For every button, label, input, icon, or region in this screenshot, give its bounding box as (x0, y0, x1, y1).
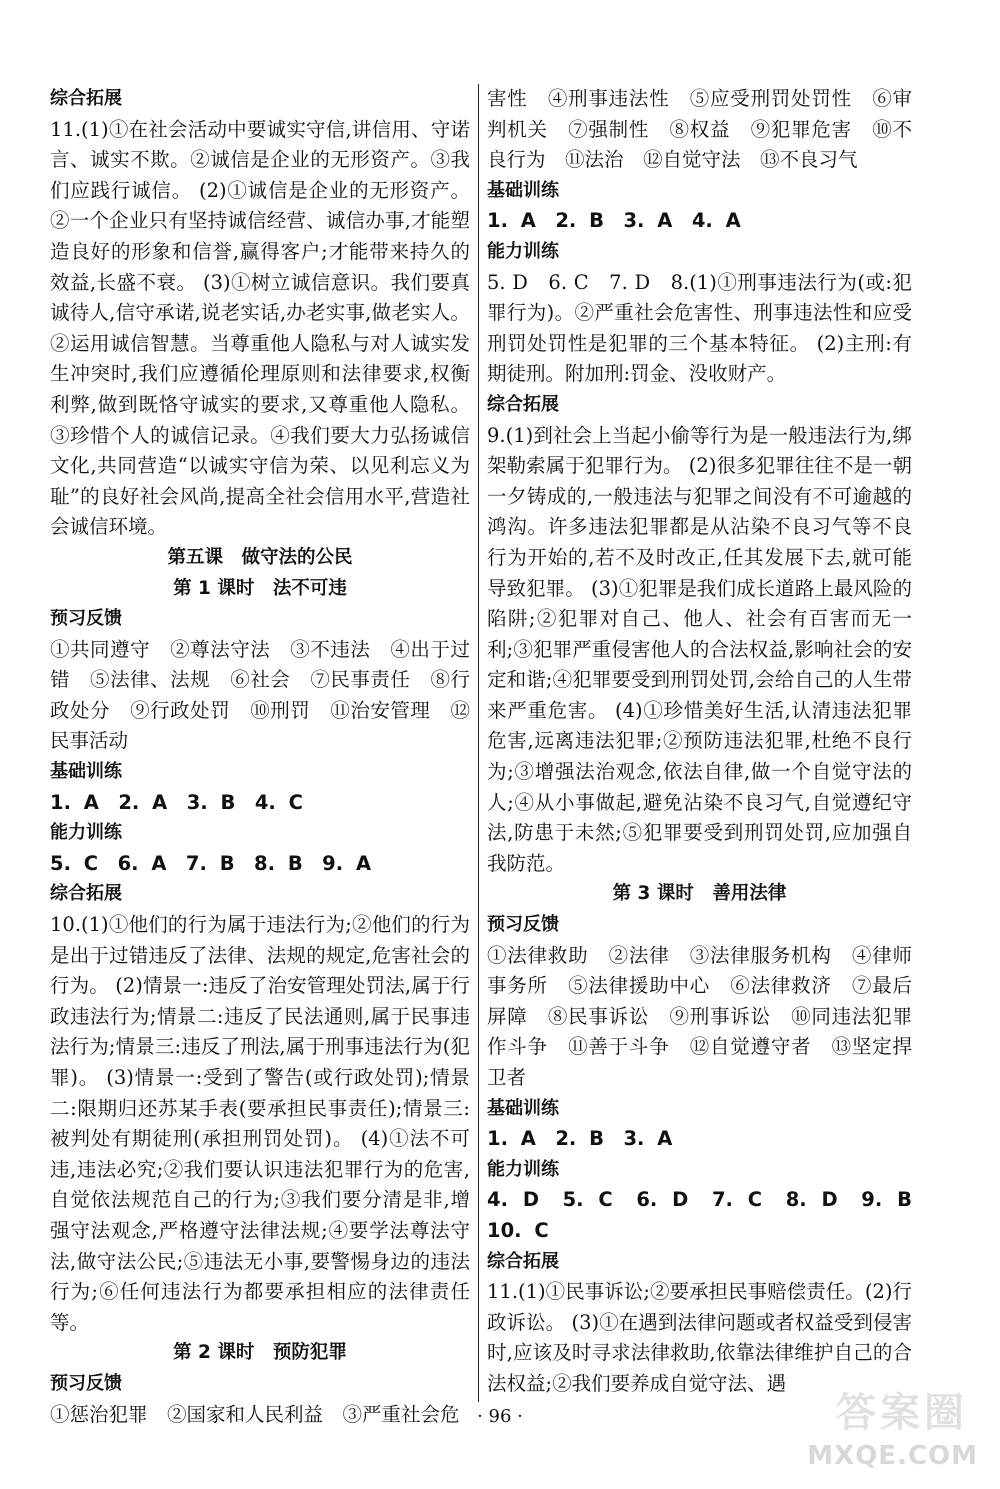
answer-paragraph: 10.(1)①他们的行为属于违法行为;②他们的行为是出于过错违反了法律、法规的规定,危害社会的行为。 (2)情景一:违反了治安管理处罚法,属于行政违法行为;情景二:违反了民法通则,属于民事违法行为;情景三:违反了刑法,属于刑事违法行为(犯罪)。 (3)情景一:受到了警告(或行政处罚);情景二:限期归还苏某手表(要承担民事责任);情景三:被判处有期徒刑(承担刑罚处罚)。 (4)①法不可违,违法必究;②我们要认识违法犯罪行为的危害,自觉依法规范自己的行为;③我们要分清是非,增强守法观念,严格遵守法律法规;④要学法尊法守法,做守法公民;⑤违法无小事,要警惕身边的违法行为;⑥任何违法行为都要承担相应的法律责任等。 (50, 913, 470, 1334)
answer-paragraph: ①法律救助 ②法律 ③法律服务机构 ④律师事务所 ⑤法律援助中心 ⑥法律救济 ⑦最后屏障 ⑧民事诉讼 ⑨刑事诉讼 ⑩同违法犯罪作斗争 ⑪善于斗争 ⑫自觉遵守者 ⑬坚定捍卫者 (487, 943, 912, 1089)
watermark-logo (758, 1381, 978, 1471)
watermark-site: MXQE.COM (807, 1441, 978, 1471)
answer-line: 4. D 5. C 6. D 7. C 8. D 9. B 10. C (487, 1188, 932, 1242)
section-heading: 能力训练 (487, 1158, 559, 1180)
section-heading: 综合拓展 (487, 393, 559, 415)
answer-paragraph: 11.(1)①民事诉讼;②要承担民事赔偿责任。(2)行政诉讼。 (3)①在遇到法律问题或者权益受到侵害时,应该及时寻求法律救助,依靠法律维护自己的合法权益;②我们要养成自觉守法、遇 (487, 1280, 912, 1395)
section-heading: 综合拓展 (487, 1250, 559, 1272)
answer-line: 5. C 6. A 7. B 8. B 9. A (50, 851, 372, 875)
period-title: 第 3 课时 善用法律 (612, 883, 787, 905)
answer-line: 1. A 2. B 3. A (487, 1127, 673, 1151)
column-divider (478, 84, 479, 1402)
page-number: · 96 · (477, 1406, 523, 1427)
answer-line: 1. A 2. A 3. B 4. C (50, 790, 303, 814)
lesson-title: 第五课 做守法的公民 (167, 546, 353, 568)
section-heading: 预习反馈 (50, 1372, 122, 1394)
section-heading: 能力训练 (487, 240, 559, 262)
section-heading: 综合拓展 (50, 88, 122, 109)
section-heading: 预习反馈 (50, 608, 122, 630)
answer-paragraph: 11.(1)①在社会活动中要诚实守信,讲信用、守诺言、诚实不欺。②诚信是企业的无形资产。③我们应践行诚信。 (2)①诚信是企业的无形资产。②一个企业只有坚持诚信经营、诚信办事,才能塑造良好的形象和信誉,赢得客户;才能带来持久的效益,长盛不衰。 (3)①树立诚信意识。我们要真诚待人,信守承诺,说老实话,办老实事,做老实人。②运用诚信智慧。当尊重他人隐私与对人诚实发生冲突时,我们应遵循伦理原则和法律要求,权衡利弊,做到既恪守诚实的要求,又尊重他人隐私。③珍惜个人的诚信记录。④我们要大力弘扬诚信文化,共同营造“以诚实守信为荣、以见利忘义为耻”的良好社会风尚,提高全社会信用水平,营造社会诚信环境。 (50, 117, 470, 539)
section-heading: 基础训练 (50, 761, 122, 783)
watermark-logo-text: 答案圈 (836, 1390, 968, 1436)
right-column (487, 84, 932, 1400)
period-title: 第 2 课时 预防犯罪 (173, 1342, 347, 1364)
answer-paragraph: 5. D 6. C 7. D 8.(1)①刑事违法行为(或:犯罪行为)。②严重社会危害性、刑事违法性和应受刑罚处罚性是犯罪的三个基本特征。 (2)主刑:有期徒刑。附加刑:罚金、没收财产。 (487, 270, 912, 386)
left-column (50, 84, 470, 1430)
section-heading: 预习反馈 (487, 914, 559, 936)
answer-paragraph: 害性 ④刑事违法性 ⑤应受刑罚处罚性 ⑥审判机关 ⑦强制性 ⑧权益 ⑨犯罪危害 ⑩不良行为 ⑪法治 ⑫自觉守法 ⑬不良习气 (487, 87, 912, 172)
section-heading: 能力训练 (50, 822, 122, 844)
section-heading: 基础训练 (487, 179, 559, 201)
period-title: 第 1 课时 法不可违 (173, 577, 347, 599)
answer-paragraph: ①共同遵守 ②尊法守法 ③不违法 ④出于过错 ⑤法律、法规 ⑥社会 ⑦民事责任 ⑧行政处分 ⑨行政处罚 ⑩刑罚 ⑪治安管理 ⑫民事活动 (50, 637, 470, 753)
answer-paragraph: ①惩治犯罪 ②国家和人民利益 ③严重社会危 (50, 1402, 460, 1426)
section-heading: 基础训练 (487, 1097, 559, 1119)
answer-paragraph: 9.(1)到社会上当起小偷等行为是一般违法行为,绑架勒索属于犯罪行为。 (2)很多犯罪往往不是一朝一夕铸成的,一般违法与犯罪之间没有不可逾越的鸿沟。许多违法犯罪都是从沾染不良习气等不良行为开始的,若不及时改正,任其发展下去,就可能导致犯罪。 (3)①犯罪是我们成长道路上最风险的陷阱;②犯罪对自己、他人、社会有百害而无一利;③犯罪严重侵害他人的合法权益,影响社会的安定和谐;④犯罪要受到刑罚处罚,会给自己的人生带来严重危害。 (4)①珍惜美好生活,认清违法犯罪危害,远离违法犯罪;②预防违法犯罪,杜绝不良行为;③增强法治观念,依法自律,做一个自觉守法的人;④从小事做起,避免沾染不良习气,自觉遵纪守法,防患于未然;⑤犯罪要受到刑罚处罚,应加强自我防范。 (487, 423, 912, 875)
section-heading: 综合拓展 (50, 883, 122, 905)
answer-line: 1. A 2. B 3. A 4. A (487, 209, 741, 233)
